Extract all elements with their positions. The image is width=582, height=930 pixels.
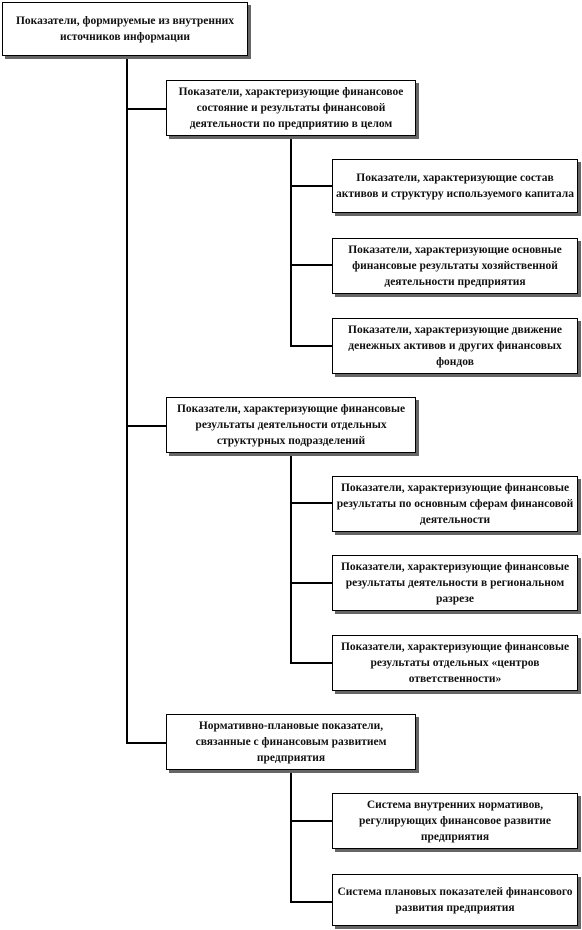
child-node-1-2 <box>332 238 578 294</box>
connector-group-2-child-2 <box>290 582 332 584</box>
connector-group-3-child-1 <box>290 820 332 822</box>
child-node-2-3 <box>332 635 578 691</box>
child-node-1-1 <box>332 159 578 213</box>
group-node-1 <box>166 80 416 136</box>
child-node-2-2 <box>332 555 578 611</box>
connector-group-1-child-2 <box>290 264 332 266</box>
child-node-3-2-label: Система плановых показателей финансового развития предприятия <box>337 886 573 914</box>
connector-group-2-child-3 <box>290 662 332 664</box>
child-node-2-1 <box>332 476 578 532</box>
child-node-2-3-label: Показатели, характеризующие финансовые результаты отдельных «центров ответственности» <box>340 641 570 685</box>
connector-group-2 <box>126 425 166 427</box>
group-node-2-label: Показатели, характеризующие финансовые результаты деятельности отдельных структурных подразделений <box>176 403 406 447</box>
connector-group-3 <box>126 742 166 744</box>
root-node <box>2 2 248 56</box>
child-node-1-3-label: Показатели, характеризующие движение денежных активов и других финансовых фондов <box>348 324 562 368</box>
child-node-1-2-label: Показатели, характеризующие основные финансовые результаты хозяйственной деятельности предприятия <box>348 244 562 288</box>
child-node-3-1-label: Система внутренних нормативов, регулирующих финансовое развитие предприятия <box>358 799 551 843</box>
child-node-3-1 <box>332 793 578 849</box>
child-node-2-1-label: Показатели, характеризующие финансовые результаты по основным сферам финансовой деятельности <box>336 482 574 526</box>
root-trunk-line <box>126 56 128 744</box>
connector-group-2-child-1 <box>290 502 332 504</box>
connector-group-1-child-1 <box>290 185 332 187</box>
group-3-trunk-line <box>290 770 292 903</box>
group-node-3-label: Нормативно-плановые показатели, связанные с финансовым развитием предприятия <box>195 720 387 764</box>
connector-group-1-child-3 <box>290 345 332 347</box>
group-node-1-label: Показатели, характеризующие финансовое состояние и результаты финансовой деятельности по предприятию в целом <box>178 86 404 130</box>
group-node-3 <box>166 714 416 770</box>
connector-group-1 <box>126 108 166 110</box>
group-2-trunk-line <box>290 453 292 664</box>
group-1-trunk-line <box>290 136 292 347</box>
child-node-1-3 <box>332 318 578 374</box>
group-node-2 <box>166 397 416 453</box>
connector-group-3-child-2 <box>290 901 332 903</box>
child-node-2-2-label: Показатели, характеризующие финансовые результаты деятельности в региональном разрезе <box>340 561 570 605</box>
child-node-3-2 <box>332 874 578 926</box>
root-node-label: Показатели, формируемые из внутренних источников информации <box>15 15 235 43</box>
child-node-1-1-label: Показатели, характеризующие состав активов и структуру используемого капитала <box>336 172 574 200</box>
